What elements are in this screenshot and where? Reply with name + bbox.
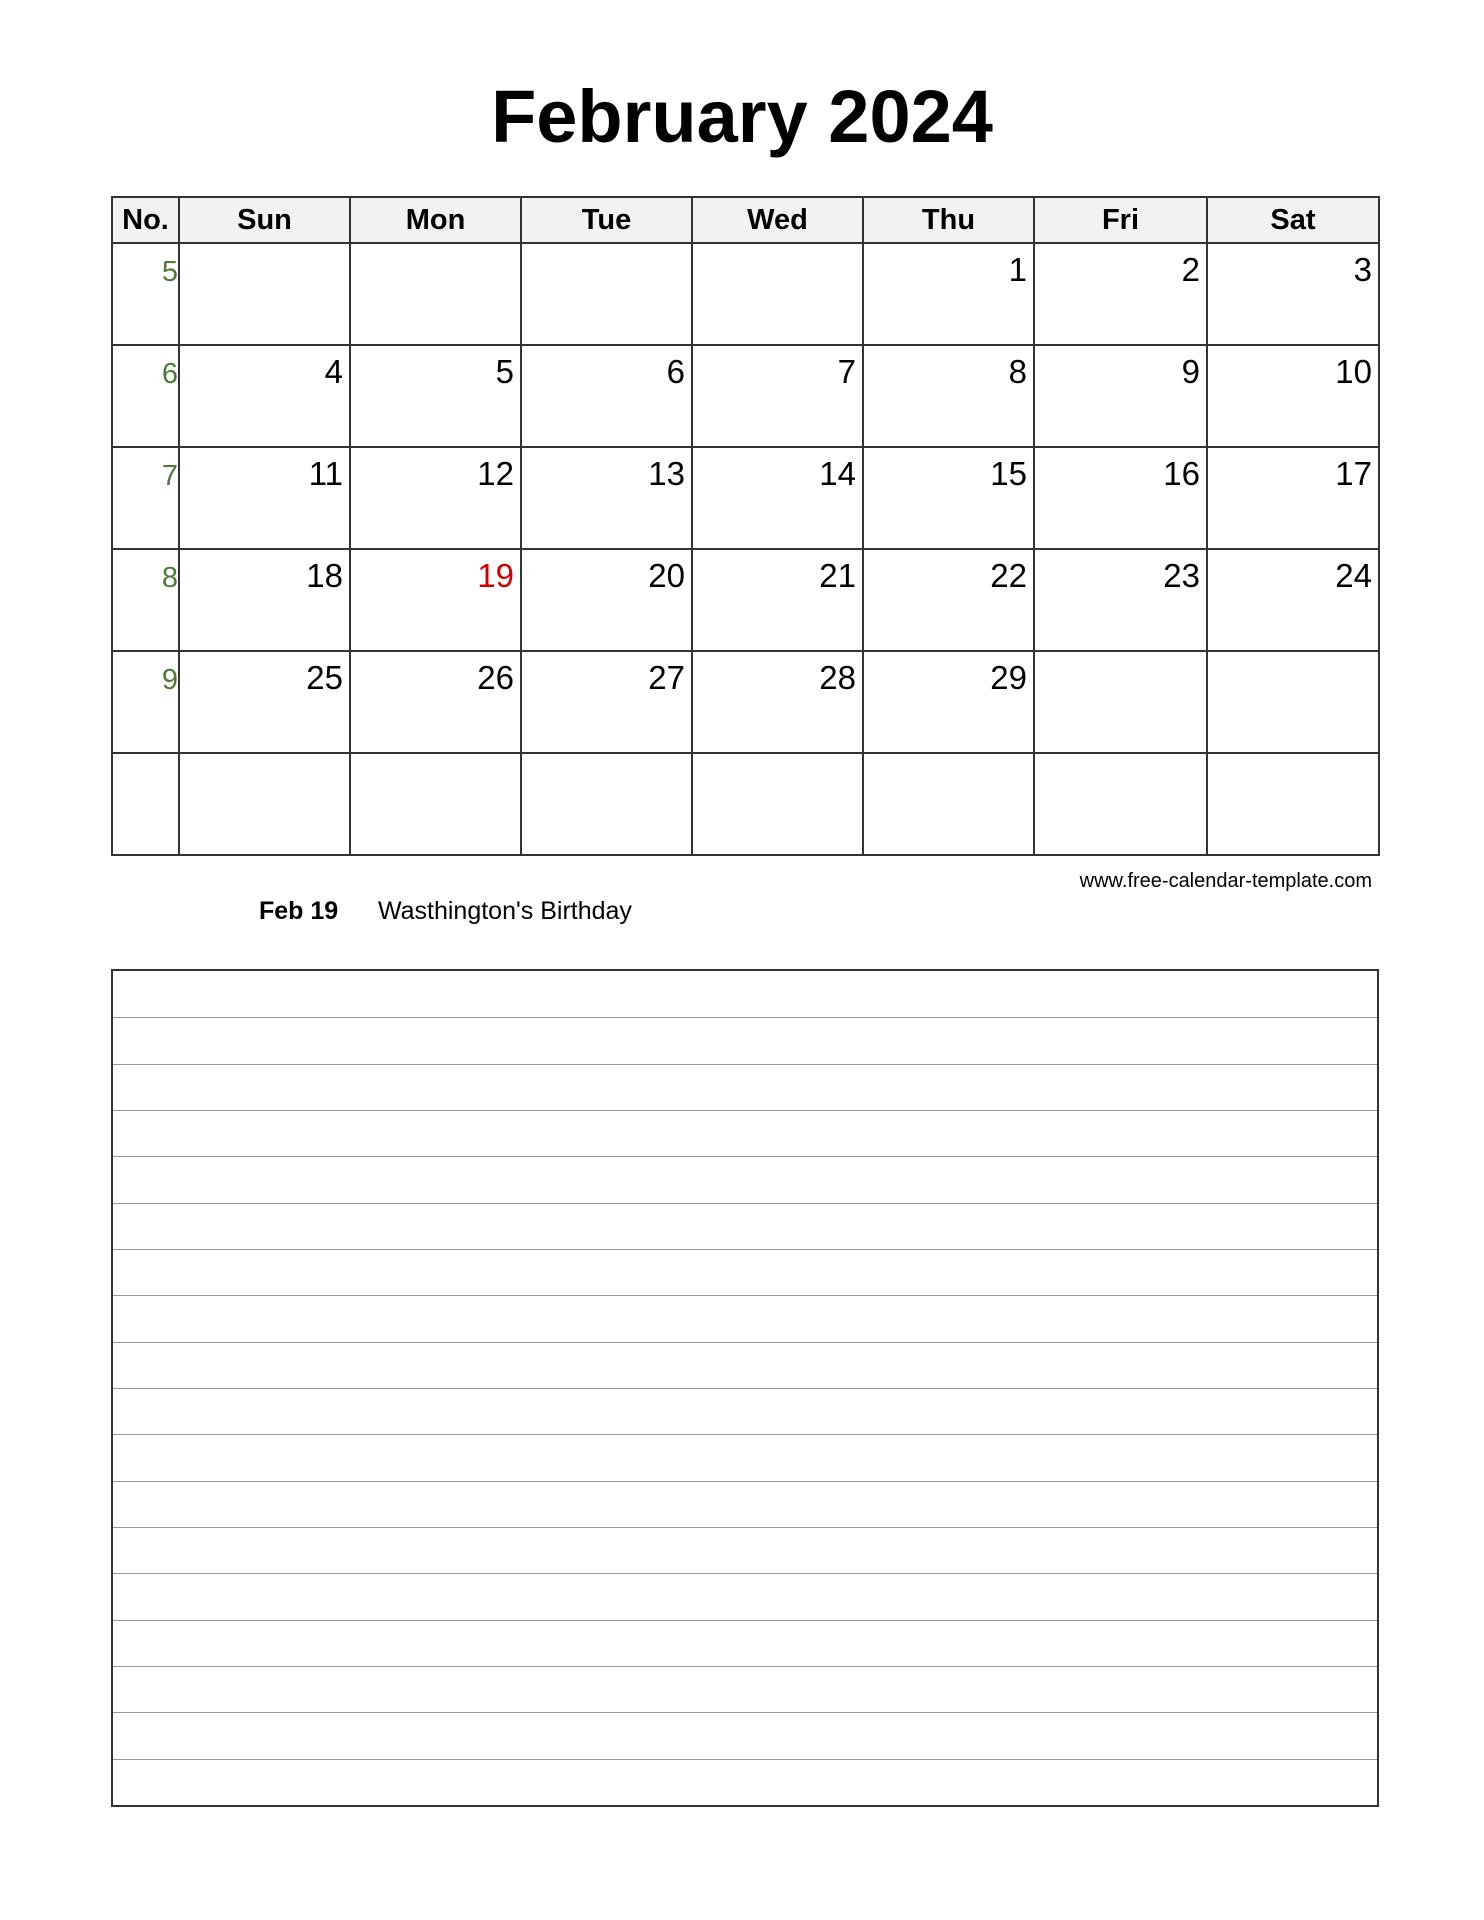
day-cell[interactable] — [521, 447, 692, 549]
day-cell[interactable] — [350, 753, 521, 855]
note-line — [113, 1249, 1377, 1250]
note-line — [113, 1481, 1377, 1482]
day-header: Mon — [350, 197, 521, 243]
day-number: 10 — [1335, 353, 1372, 390]
day-header: Fri — [1034, 197, 1207, 243]
day-number — [1208, 754, 1378, 762]
day-number — [693, 754, 862, 762]
day-cell[interactable] — [521, 549, 692, 651]
note-line — [113, 1712, 1377, 1713]
day-number — [693, 244, 862, 252]
week-row — [112, 753, 1379, 855]
week-number: 7 — [161, 460, 178, 492]
day-cell[interactable] — [863, 345, 1034, 447]
day-number — [351, 244, 520, 252]
calendar-title: February 2024 — [491, 75, 993, 158]
day-cell[interactable] — [1207, 753, 1379, 855]
day-header: Thu — [863, 197, 1034, 243]
day-number — [864, 754, 1033, 762]
day-cell[interactable] — [1034, 651, 1207, 753]
day-cell[interactable] — [1207, 549, 1379, 651]
day-number: 14 — [819, 455, 856, 492]
note-line — [113, 1064, 1377, 1065]
day-number — [180, 754, 349, 762]
note-line — [113, 1527, 1377, 1528]
week-number: 9 — [161, 664, 178, 696]
day-cell[interactable] — [863, 651, 1034, 753]
day-number: 1 — [1008, 251, 1027, 288]
day-number: 11 — [308, 455, 343, 492]
day-cell[interactable] — [692, 345, 863, 447]
day-number: 3 — [1353, 251, 1372, 288]
holiday-list — [259, 897, 632, 926]
day-header: Sat — [1207, 197, 1379, 243]
day-number: 7 — [837, 353, 856, 390]
day-number: 12 — [477, 455, 514, 492]
week-row — [112, 345, 1379, 447]
week-number-cell — [112, 345, 179, 447]
week-number: 5 — [161, 256, 178, 288]
day-cell[interactable] — [350, 243, 521, 345]
day-number — [522, 754, 691, 762]
notes-area[interactable] — [111, 969, 1379, 1807]
day-cell[interactable] — [1034, 549, 1207, 651]
day-header: Wed — [692, 197, 863, 243]
day-cell[interactable] — [179, 651, 350, 753]
week-number-cell — [112, 549, 179, 651]
note-line — [113, 1156, 1377, 1157]
day-number: 6 — [666, 353, 685, 390]
note-line — [113, 1203, 1377, 1204]
day-cell[interactable] — [863, 243, 1034, 345]
day-number: 4 — [324, 353, 343, 390]
day-number — [180, 244, 349, 252]
note-line — [113, 1759, 1377, 1760]
day-number: 21 — [819, 557, 856, 594]
note-line — [113, 1295, 1377, 1296]
week-number: 8 — [161, 562, 178, 594]
day-cell[interactable] — [692, 549, 863, 651]
day-number — [351, 754, 520, 762]
website-url: www.free-calendar-template.com — [1079, 870, 1372, 892]
day-number: 13 — [648, 455, 685, 492]
day-number: 27 — [648, 659, 685, 696]
note-line — [113, 1666, 1377, 1667]
day-number: 15 — [990, 455, 1027, 492]
day-cell[interactable] — [1207, 651, 1379, 753]
day-number: 28 — [819, 659, 856, 696]
week-number — [113, 754, 178, 766]
day-number: 29 — [990, 659, 1027, 696]
holiday-name: Wasthington's Birthday — [377, 897, 632, 925]
note-line — [113, 1110, 1377, 1111]
day-header: Sun — [179, 197, 350, 243]
calendar-grid — [111, 196, 1380, 856]
day-cell[interactable] — [1207, 345, 1379, 447]
day-number — [1208, 652, 1378, 660]
week-row — [112, 651, 1379, 753]
day-cell[interactable] — [521, 753, 692, 855]
day-number: 2 — [1181, 251, 1200, 288]
note-line — [113, 1388, 1377, 1389]
day-number — [522, 244, 691, 252]
day-cell[interactable] — [179, 243, 350, 345]
day-cell[interactable] — [179, 345, 350, 447]
day-cell[interactable] — [692, 447, 863, 549]
note-line — [113, 1017, 1377, 1018]
day-cell[interactable] — [1034, 345, 1207, 447]
day-cell[interactable] — [1034, 243, 1207, 345]
note-line — [113, 1620, 1377, 1621]
day-cell[interactable] — [1034, 447, 1207, 549]
week-number-cell — [112, 447, 179, 549]
day-header: Tue — [521, 197, 692, 243]
week-row — [112, 243, 1379, 345]
day-cell[interactable] — [350, 549, 521, 651]
day-cell[interactable] — [863, 447, 1034, 549]
week-number: 6 — [161, 358, 178, 390]
holiday-date: Feb 19 — [259, 897, 339, 925]
day-number: 17 — [1335, 455, 1372, 492]
day-number: 8 — [1008, 353, 1027, 390]
header-row — [112, 197, 1379, 243]
note-line — [113, 1342, 1377, 1343]
day-number — [1035, 754, 1206, 762]
day-cell[interactable] — [863, 549, 1034, 651]
week-number-cell — [112, 753, 179, 855]
day-number: 24 — [1335, 557, 1372, 594]
day-cell[interactable] — [350, 345, 521, 447]
week-number-cell — [112, 651, 179, 753]
day-cell[interactable] — [350, 651, 521, 753]
day-number: 26 — [477, 659, 514, 696]
day-cell[interactable] — [179, 753, 350, 855]
week-row — [112, 549, 1379, 651]
day-cell[interactable] — [1034, 753, 1207, 855]
day-cell[interactable] — [863, 753, 1034, 855]
day-cell[interactable] — [521, 243, 692, 345]
day-cell[interactable] — [692, 651, 863, 753]
day-number: 23 — [1163, 557, 1200, 594]
day-number — [1035, 652, 1206, 660]
day-number: 5 — [495, 353, 514, 390]
note-line — [113, 1434, 1377, 1435]
holiday-day-number: 19 — [477, 557, 514, 594]
day-number: 16 — [1163, 455, 1200, 492]
day-cell[interactable] — [179, 549, 350, 651]
day-cell[interactable] — [692, 753, 863, 855]
day-cell[interactable] — [521, 345, 692, 447]
note-line — [113, 1573, 1377, 1574]
week-row — [112, 447, 1379, 549]
week-number-cell — [112, 243, 179, 345]
day-cell[interactable] — [1207, 243, 1379, 345]
day-number: 18 — [306, 557, 343, 594]
day-cell[interactable] — [521, 651, 692, 753]
day-cell[interactable] — [179, 447, 350, 549]
day-number: 9 — [1181, 353, 1200, 390]
week-number-header: No. — [112, 197, 179, 243]
day-number: 25 — [306, 659, 343, 696]
day-number: 20 — [648, 557, 685, 594]
day-cell[interactable] — [350, 447, 521, 549]
day-cell[interactable] — [1207, 447, 1379, 549]
day-cell[interactable] — [692, 243, 863, 345]
day-number: 22 — [990, 557, 1027, 594]
